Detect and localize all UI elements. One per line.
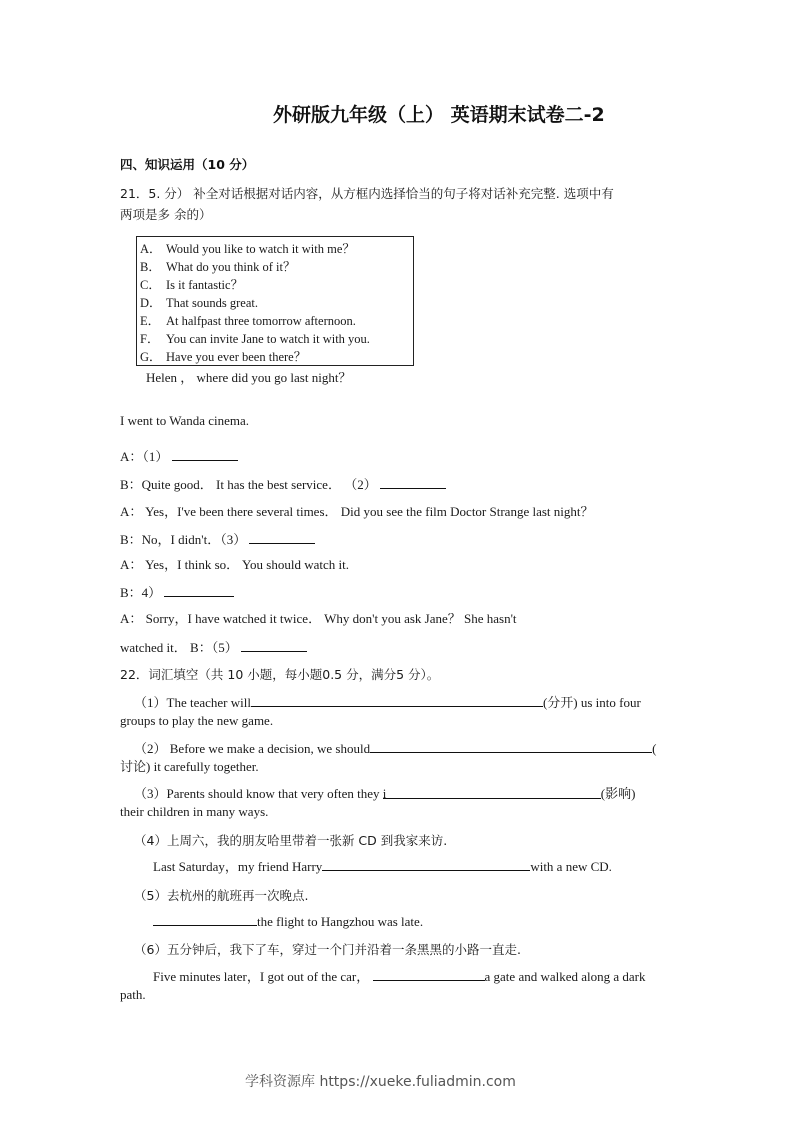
option-a: A． Would you like to watch it with me？ (140, 242, 355, 256)
vocab-item-4-prompt: （4）上周六，我的朋友哈里带着一张新 CD 到我家来访. (134, 833, 448, 848)
q21-intro-line1: 21．5. 分） 补全对话根据对话内容，从方框内选择恰当的句子将对话补充完整. 选项中有 (120, 186, 614, 201)
dialogue-line: A：（1） (120, 448, 238, 465)
vocab-item-2-cont: 讨论) it carefully together. (120, 759, 259, 774)
vocab-blank-5[interactable] (153, 913, 257, 926)
dialogue-line: A： Yes，I think so． You should watch it. (120, 557, 349, 572)
dialogue-line: Helen ， where did you go last night？ (146, 370, 352, 385)
vocab-blank-2[interactable] (370, 740, 652, 753)
footer-watermark: 学科资源库 https://xueke.fuliadmin.com (245, 1074, 516, 1090)
vocab-item-6-prompt: （6）五分钟后，我下了车，穿过一个门并沿着一条黑黑的小路一直走. (134, 942, 521, 957)
vocab-blank-1[interactable] (251, 694, 543, 707)
option-c: C． Is it fantastic？ (140, 278, 244, 292)
vocab-item-3: （3）Parents should know that very often they i (影响) (134, 786, 636, 801)
section-heading: 四、知识运用（10 分） (120, 157, 255, 172)
vocab-blank-4[interactable] (322, 858, 530, 871)
answer-blank-1[interactable] (172, 448, 238, 461)
vocab-item-4: Last Saturday，my friend Harry with a new CD. (153, 859, 612, 874)
dialogue-line: I went to Wanda cinema. (120, 413, 250, 428)
vocab-item-5: the flight to Hangzhou was late. (153, 913, 423, 930)
vocab-blank-3[interactable]: i (383, 786, 601, 799)
vocab-item-3-cont: their children in many ways. (120, 804, 269, 819)
vocab-item-6-cont: path. (120, 987, 146, 1002)
option-d: D． That sounds great. (140, 296, 258, 310)
vocab-item-1-cont: groups to play the new game. (120, 713, 274, 728)
option-g: G． Have you ever been there？ (140, 350, 307, 364)
vocab-item-6: Five minutes later，I got out of the car， a gate and walked along a dark (153, 969, 646, 984)
option-b: B． What do you think of it？ (140, 260, 296, 274)
answer-blank-3[interactable] (249, 531, 315, 544)
dialogue-line: B：Quite good． It has the best service． （2） (120, 476, 446, 493)
dialogue-line: A： Yes，I've been there several times． Did you see the film Doctor Strange last night？ (120, 504, 594, 519)
vocab-blank-6[interactable] (373, 968, 485, 981)
answer-blank-4[interactable] (164, 584, 234, 597)
q21-intro-line2: 两项是多 余的） (120, 207, 212, 222)
vocab-item-5-prompt: （5）去杭州的航班再一次晚点. (134, 888, 309, 903)
option-f: F． You can invite Jane to watch it with you. (140, 332, 370, 346)
dialogue-line: B：4） (120, 584, 234, 601)
q22-intro: 22．词汇填空（共 10 小题，每小题0.5 分，满分5 分）。 (120, 667, 440, 682)
vocab-item-1: （1）The teacher will (分开) us into four (134, 695, 641, 710)
vocab-item-2: （2） Before we make a decision, we should ( (134, 741, 657, 756)
answer-blank-2[interactable] (380, 476, 446, 489)
dialogue-line: watched it． B：（5） (120, 639, 307, 656)
option-e: E． At halfpast three tomorrow afternoon. (140, 314, 356, 328)
answer-blank-5[interactable] (241, 639, 307, 652)
page-title: 外研版九年级（上） 英语期末试卷二-2 (273, 104, 605, 126)
dialogue-line: A： Sorry，I have watched it twice． Why don't you ask Jane？ She hasn't (120, 611, 517, 626)
dialogue-line: B：No，I didn't．（3） (120, 531, 315, 548)
options-box (136, 236, 414, 366)
